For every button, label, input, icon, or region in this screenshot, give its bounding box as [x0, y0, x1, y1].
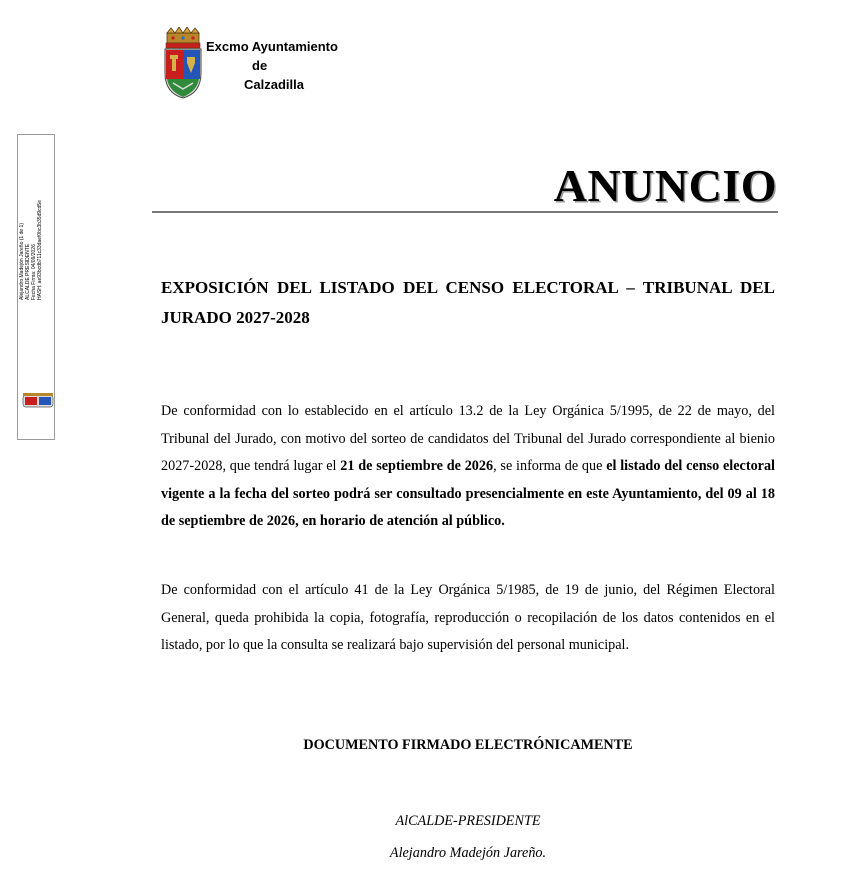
- draw-date: 21 de septiembre de 2026: [340, 458, 494, 475]
- validation-line-hash: HASH: ae93bcdb711c33daef0bc3b35d9cd5e: [37, 200, 43, 300]
- org-name-line3: Calzadilla: [244, 77, 304, 92]
- org-name-line2: de: [252, 58, 268, 73]
- signer-name: Alejandro Madejón Jareño.: [389, 845, 547, 861]
- org-name-line1: Excmo Ayuntamiento: [206, 39, 338, 54]
- coat-of-arms-icon: [161, 27, 205, 99]
- consultation-notice: el listado del censo electoral vigente a la fecha del sorteo podrá ser consultado presencialmente en este Ayuntamiento, del 09 al 18 de septiembre de 2026, en horario de atención al público.: [161, 458, 775, 530]
- signed-label: DOCUMENTO FIRMADO ELECTRÓNICAMENTE: [303, 737, 633, 753]
- paragraph1-text-b: , se informa de que: [493, 458, 607, 475]
- announcement-subject: EXPOSICIÓN DEL LISTADO DEL CENSO ELECTORAL – TRIBUNAL DEL JURADO 2027-2028: [161, 278, 775, 327]
- paragraph1-text-a: De conformidad con lo establecido en el artículo 13.2 de la Ley Orgánica 5/1995, de 22 de mayo, del Tribunal del Jurado, con motivo del sorteo de candidatos del Tribunal del Jurado correspondiente al bienio 2027-2028, que tendrá lugar el: [161, 403, 775, 475]
- signer-role: AlCALDE-PRESIDENTE: [395, 813, 541, 829]
- body-paragraph-1: [161, 398, 775, 536]
- page-title: ANUNCIO: [553, 160, 777, 211]
- mini-coat-of-arms-icon: [21, 392, 55, 410]
- validation-line-signer: Alejandro Madejón Jareño (1 de 1): [19, 223, 25, 300]
- validation-line-role: ALCALDE PRESIDENTE: [25, 243, 31, 300]
- signature-validation-text: [19, 100, 43, 300]
- body-paragraph-2: De conformidad con el artículo 41 de la Ley Orgánica 5/1985, de 19 de junio, del Régimen Electoral General, queda prohibida la copia, fotografía, reproducción o recopilación de los datos contenidos en el listado, por lo que la consulta se realizará bajo supervisión del personal municipal.: [161, 582, 775, 654]
- title-divider: [152, 211, 778, 213]
- organization-name: [206, 37, 346, 94]
- validation-line-date: Fecha Firma: 04/09/2026: [31, 244, 37, 300]
